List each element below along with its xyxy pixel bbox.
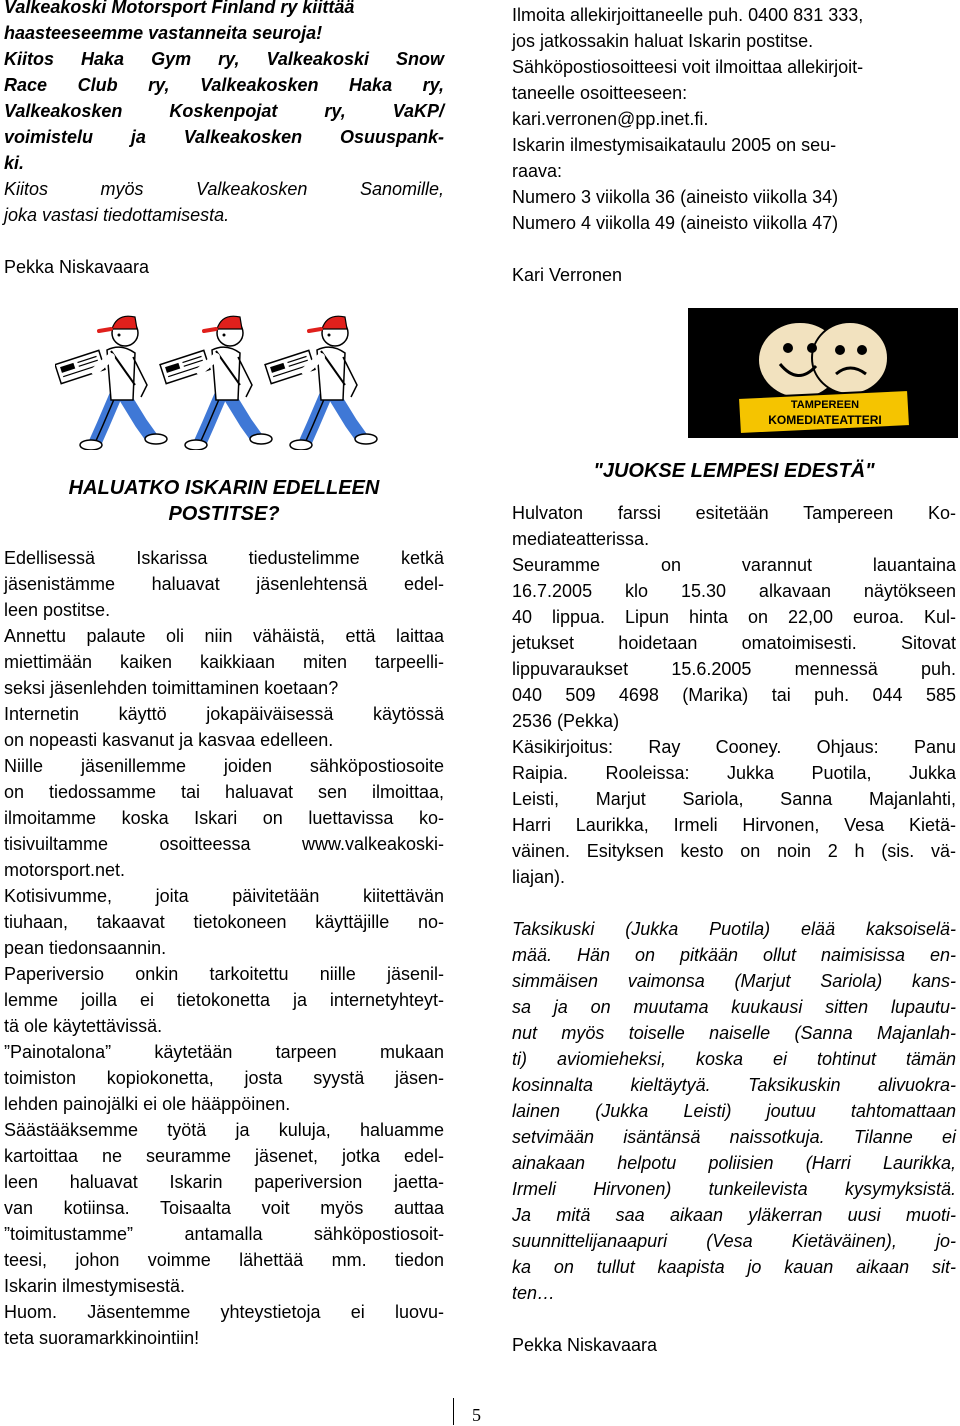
komediateatteri-logo <box>688 308 958 438</box>
sanomat-paragraph <box>4 176 444 228</box>
text-line: jetukset hoidetaan omatoimisesti. Sitovat <box>512 633 956 653</box>
text-line: ti) aviomieheksi, koska ei tohtinut tämän <box>512 1049 956 1069</box>
text-line: Irmeli Hirvonen) tunkeilevista kysymyksistä. <box>512 1179 956 1199</box>
text-line: voimistelu ja Valkeakosken Osuuspank- <box>4 127 444 147</box>
paragraph <box>4 545 444 623</box>
paragraph <box>512 734 956 890</box>
text-line: lippuvaraukset 15.6.2005 mennessä puh. <box>512 659 956 679</box>
paragraph <box>4 1039 444 1117</box>
text-line: Taksikuski (Jukka Puotila) elää kaksoiselä- <box>512 919 956 939</box>
paragraph <box>512 500 956 552</box>
newspaper-boys-illustration <box>55 305 435 450</box>
text-line: 40 lippua. Lipun hinta on 22,00 euroa. Kul- <box>512 607 956 627</box>
text-line: Race Club ry, Valkeakosken Haka ry, <box>4 75 444 95</box>
text-line: on nopeasti kasvanut ja kasvaa edelleen. <box>4 730 334 750</box>
text-line: Kiitos myös Valkeakosken Sanomille, <box>4 179 444 199</box>
text-line: Huom. Jäsentemme yhteystietoja ei luovu- <box>4 1302 444 1322</box>
text-line: teta suoramarkkinointiin! <box>4 1328 200 1348</box>
article-body <box>512 500 956 890</box>
plot-summary <box>512 916 956 1306</box>
text-line: ka on tullut kaapista jo kauan aikaan sit- <box>512 1257 956 1277</box>
text-line: Kotisivumme, joita päivitetään kiitettävän <box>4 886 444 906</box>
text-line: leen haluavat Iskarin paperiversion jaetta- <box>4 1172 444 1192</box>
text-line: Harri Laurikka, Irmeli Hirvonen, Vesa Kietä- <box>512 815 956 835</box>
text-line: taneelle osoitteeseen: <box>512 83 688 103</box>
article-body <box>4 545 444 1351</box>
text-line: ten… <box>512 1283 556 1303</box>
postal-info-section <box>512 2 952 288</box>
text-line: tä ole käytettävissä. <box>4 1016 163 1036</box>
text-line: tisivuiltamme osoitteessa www.valkeakoski- <box>4 834 444 854</box>
text-line: lainen (Jukka Leisti) joutuu tahtomattaan <box>512 1101 956 1121</box>
text-line: ilmoitamme koska Iskari on luettavissa ko- <box>4 808 444 828</box>
text-line: Kiitos Haka Gym ry, Valkeakoski Snow <box>4 49 444 69</box>
text-line: Leisti, Marjut Sariola, Sanna Majanlahti, <box>512 789 956 809</box>
text-line: Sähköpostiosoitteesi voit ilmoittaa allekirjoit- <box>512 57 864 77</box>
text-line: ”toimitustamme” antamalla sähköpostiosoit- <box>4 1224 444 1244</box>
text-line: raava: <box>512 161 563 181</box>
paragraph <box>4 961 444 1039</box>
text-line: simmäisen vaimonsa (Marjut Sariola) kans- <box>512 971 956 991</box>
postal-survey-article <box>4 475 444 1351</box>
text-line: Niille jäsenillemme joiden sähköpostiosoite <box>4 756 444 776</box>
paragraph <box>4 1117 444 1299</box>
text-line: setvimään isäntänsä naissotkuja. Tilanne ei <box>512 1127 956 1147</box>
text-line: Seuramme on varannut lauantaina <box>512 555 956 575</box>
text-line: Raipia. Rooleissa: Jukka Puotila, Jukka <box>512 763 956 783</box>
text-line: suunnittelijanaapuri (Vesa Kietäväinen), jo- <box>512 1231 956 1251</box>
text-line: Säästääksemme työtä ja kuluja, haluamme <box>4 1120 444 1140</box>
paragraph <box>4 701 444 753</box>
text-line: Ja mitä saa aikaan yläkerran uusi muoti- <box>512 1205 956 1225</box>
text-line: sa ja on muutama kuukausi sitten lupautu- <box>512 997 956 1017</box>
page-number: 5 <box>472 1405 481 1425</box>
text-line: Valkeakosken Koskenpojat ry, VaKP/ <box>4 101 444 121</box>
text-line: Iskarin ilmestymisestä. <box>4 1276 186 1296</box>
text-line: ki. <box>4 153 25 173</box>
text-line: 16.7.2005 klo 15.30 alkavaan näytökseen <box>512 581 956 601</box>
article-heading <box>4 475 444 527</box>
article-heading: "JUOKSE LEMPESI EDESTÄ" <box>593 460 875 482</box>
signature: Pekka Niskavaara <box>4 257 150 277</box>
text-line: leen postitse. <box>4 600 111 620</box>
heading-line: HALUATKO ISKARIN EDELLEEN <box>68 477 380 499</box>
text-line: miettimään kaiken kaikkiaan miten tarpeelli- <box>4 652 444 672</box>
signature: Pekka Niskavaara <box>512 1335 658 1355</box>
theater-article <box>512 458 956 1358</box>
text-line: Valkeakoski Motorsport Finland ry kiittää <box>4 0 355 17</box>
heading-line: POSTITSE? <box>168 503 280 525</box>
email-address: kari.verronen@pp.inet.fi. <box>512 109 709 129</box>
text-line: on tiedossamme tai haluavat sen ilmoittaa, <box>4 782 444 802</box>
text-line: joka vastasi tiedottamisesta. <box>4 205 230 225</box>
text-line: lehden painojälki ei ole hääppöinen. <box>4 1094 291 1114</box>
paragraph <box>4 753 444 883</box>
text-line: 2536 (Pekka) <box>512 711 620 731</box>
text-line: nut myös toiselle naiselle (Sanna Majanlah- <box>512 1023 956 1043</box>
text-line: lemme joilla ei tietokonetta ja internetyhteyt- <box>4 990 444 1010</box>
paragraph <box>512 552 956 734</box>
thanks-section <box>4 0 444 280</box>
text-line: Käsikirjoitus: Ray Cooney. Ohjaus: Panu <box>512 737 956 757</box>
schedule-line: Numero 3 viikolla 36 (aineisto viikolla 34) <box>512 187 839 207</box>
text-line: Edellisessä Iskarissa tiedustelimme ketkä <box>4 548 444 568</box>
text-line: Paperiversio onkin tarkoitettu niille jäsenil- <box>4 964 444 984</box>
paragraph <box>4 1299 444 1351</box>
text-line: kosinnalta kieltäytyä. Taksikuskin alivuokra- <box>512 1075 956 1095</box>
text-line: teesi, johon voimme lähettää mm. tiedon <box>4 1250 444 1270</box>
footer-divider <box>453 1398 454 1425</box>
paragraph <box>4 883 444 961</box>
text-line: kartoittaa ne seuramme jäsenet, jotka edel- <box>4 1146 444 1166</box>
thanks-paragraph <box>4 0 444 176</box>
text-line: mää. Hän on pitkään ollut naimisissa en- <box>512 945 956 965</box>
logo-text-line2: KOMEDIATEATTERI <box>768 413 882 427</box>
text-line: van kotiinsa. Toisaalta voit myös auttaa <box>4 1198 444 1218</box>
text-line: seksi jäsenlehden toimittaminen koetaan? <box>4 678 339 698</box>
text-line: Ilmoita allekirjoittaneelle puh. 0400 831 333, <box>512 5 864 25</box>
text-line: tiuhaan, takaavat tietokoneen käyttäjille no- <box>4 912 444 932</box>
signature: Kari Verronen <box>512 265 623 285</box>
text-line: 040 509 4698 (Marika) tai puh. 044 585 <box>512 685 956 705</box>
text-line: jos jatkossakin haluat Iskarin postitse. <box>512 31 814 51</box>
text-line: mediateatterissa. <box>512 529 650 549</box>
paragraph <box>4 623 444 701</box>
text-line: ainakaan helpotu poliisien (Harri Laurikka, <box>512 1153 956 1173</box>
text-line: liajan). <box>512 867 566 887</box>
text-line: Internetin käyttö jokapäiväisessä käytössä <box>4 704 444 724</box>
text-line: jäsenistämme haluavat jäsenlehtensä edel- <box>4 574 444 594</box>
schedule-line: Numero 4 viikolla 49 (aineisto viikolla 47) <box>512 213 839 233</box>
text-line: Hulvaton farssi esitetään Tampereen Ko- <box>512 503 956 523</box>
text-line: ”Painotalona” käytetään tarpeen mukaan <box>4 1042 444 1062</box>
text-line: motorsport.net. <box>4 860 126 880</box>
text-line: toimiston kopiokonetta, josta syystä jäsen- <box>4 1068 444 1088</box>
text-line: Annettu palaute oli niin vähäistä, että laittaa <box>4 626 444 646</box>
text-line: väinen. Esityksen kesto on noin 2 h (sis. vä- <box>512 841 956 861</box>
text-line: haasteeseemme vastanneita seuroja! <box>4 23 323 43</box>
logo-text-line1: TAMPEREEN <box>790 399 860 411</box>
text-line: pean tiedonsaannin. <box>4 938 167 958</box>
text-line: Iskarin ilmestymisaikataulu 2005 on seu- <box>512 135 837 155</box>
